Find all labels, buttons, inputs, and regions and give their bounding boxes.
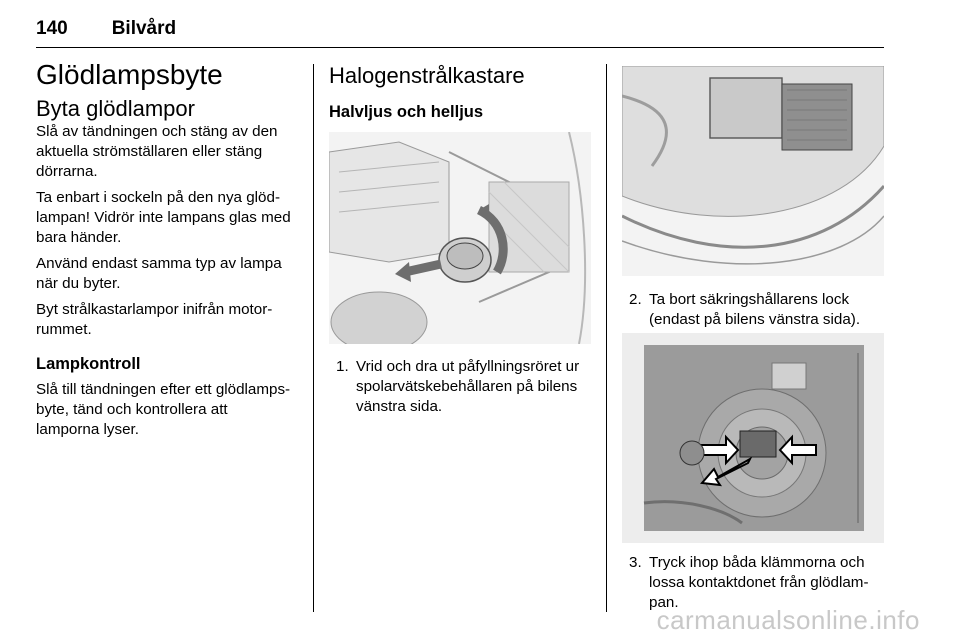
halogen-title: Halogenstrålkastare bbox=[329, 63, 525, 88]
fuse-box-illustration bbox=[622, 66, 884, 276]
column-divider-1 bbox=[313, 64, 314, 612]
paragraph-3: Använd endast samma typ av lampa när du byter. bbox=[36, 255, 282, 292]
watermark: carmanualsonline.info bbox=[656, 605, 920, 635]
paragraph-1: Slå av tändningen och stäng av den aktuella strömställaren eller stäng dörrarna. bbox=[36, 123, 278, 180]
column-divider-2 bbox=[606, 64, 607, 612]
page-number: 140 bbox=[36, 18, 68, 39]
subtitle: Byta glödlampor bbox=[36, 96, 195, 121]
section-title: Bilvård bbox=[111, 18, 177, 39]
step-2-number: 2. bbox=[629, 291, 642, 308]
bulb-connector-drawing bbox=[622, 333, 884, 543]
paragraph-4: Byt strålkastarlampor inifrån motor- rummet. bbox=[36, 301, 273, 338]
fuse-box-drawing bbox=[622, 66, 884, 276]
middle-column bbox=[329, 58, 599, 122]
step-2-text: Ta bort säkringshållarens lock (endast på bilens vänstra sida). bbox=[649, 291, 861, 328]
beam-subtitle: Halvljus och helljus bbox=[329, 103, 484, 121]
step-1-number: 1. bbox=[336, 358, 349, 375]
main-title: Glödlampsbyte bbox=[36, 59, 223, 90]
header-rule bbox=[36, 47, 884, 48]
washer-reservoir-illustration bbox=[329, 132, 591, 344]
paragraph-2: Ta enbart i sockeln på den nya glöd- lampan! Vidrör inte lampans glas med bara händer. bbox=[36, 189, 291, 246]
lamp-check-heading: Lampkontroll bbox=[36, 355, 141, 373]
bulb-connector-illustration bbox=[622, 333, 884, 543]
step-3-text: Tryck ihop båda klämmorna och lossa kontaktdonet från glödlam- pan. bbox=[649, 554, 869, 611]
left-column bbox=[36, 58, 306, 440]
page-header bbox=[36, 18, 176, 40]
step-1-text: Vrid och dra ut påfyllningsröret ur spolarvätskebehållaren på bilens vänstra sida. bbox=[356, 358, 580, 415]
washer-reservoir-drawing bbox=[329, 132, 591, 344]
step-3-number: 3. bbox=[629, 554, 642, 571]
lamp-check-text: Slå till tändningen efter ett glödlamps- byte, tänd och kontrollera att lamporna lyser. bbox=[36, 381, 291, 438]
